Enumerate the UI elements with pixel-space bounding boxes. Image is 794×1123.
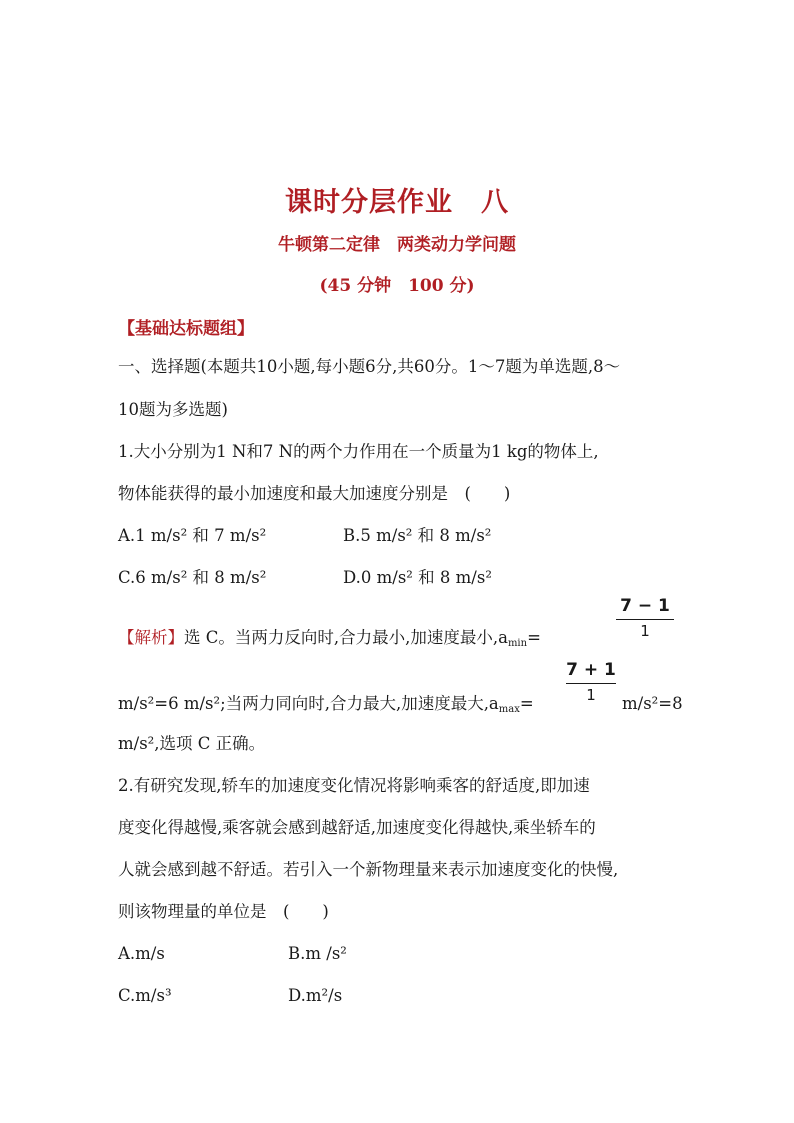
q2-option-c: C.m/s³ <box>118 986 172 1005</box>
q1-stem-line-2: 物体能获得的最小加速度和最大加速度分别是 ( ) <box>118 484 511 503</box>
fraction-max-denominator: 1 <box>586 686 596 704</box>
q1-stem-line-1: 1.大小分别为1 N和7 N的两个力作用在一个质量为1 kg的物体上, <box>118 442 599 461</box>
q2-option-b: B.m /s² <box>288 944 347 963</box>
time-score-info: (45 分钟 100 分) <box>319 276 475 296</box>
q2-option-a: A.m/s <box>118 944 165 963</box>
amin-subscript: min <box>507 638 528 649</box>
q1-analysis-line-2a <box>118 692 534 716</box>
fraction-min-denominator: 1 <box>640 622 650 640</box>
q1-option-d: D.0 m/s² 和 8 m/s² <box>343 568 492 587</box>
section-intro-line-2: 10题为多选题) <box>118 400 228 419</box>
q2-stem-line-1: 2.有研究发现,轿车的加速度变化情况将影响乘客的舒适度,即加速 <box>118 776 590 795</box>
fraction-min <box>616 596 674 640</box>
q1-option-a: A.1 m/s² 和 7 m/s² <box>118 526 267 545</box>
analysis-text-1: 选 C。当两力反向时,合力最小,加速度最小,a <box>184 628 508 647</box>
page-title: 课时分层作业 八 <box>285 187 509 218</box>
section-intro-line-1: 一、选择题(本题共10小题,每小题6分,共60分。1～7题为单选题,8～ <box>118 357 621 376</box>
equals-sign-2: = <box>519 694 534 713</box>
fraction-min-numerator: 7 − 1 <box>620 596 670 616</box>
q1-analysis-line-1 <box>118 626 541 650</box>
q2-stem-line-3: 人就会感到越不舒适。若引入一个新物理量来表示加速度变化的快慢, <box>118 860 619 879</box>
q1-option-b: B.5 m/s² 和 8 m/s² <box>343 526 492 545</box>
q1-analysis-line-2b: m/s²=8 <box>622 694 683 713</box>
page-subtitle: 牛顿第二定律 两类动力学问题 <box>278 235 516 255</box>
q2-stem-line-4: 则该物理量的单位是 ( ) <box>118 902 329 921</box>
fraction-max-numerator: 7 + 1 <box>566 660 616 680</box>
q2-stem-line-2: 度变化得越慢,乘客就会感到越舒适,加速度变化得越快,乘坐轿车的 <box>118 818 596 837</box>
analysis-text-2: m/s²=6 m/s²;当两力同向时,合力最大,加速度最大,a <box>118 694 499 713</box>
group-label: 【基础达标题组】 <box>118 319 254 339</box>
q2-option-d: D.m²/s <box>288 986 343 1005</box>
q1-analysis-line-3: m/s²,选项 C 正确。 <box>118 734 266 753</box>
fraction-max <box>566 660 616 704</box>
equals-sign: = <box>527 628 541 647</box>
q1-option-c: C.6 m/s² 和 8 m/s² <box>118 568 267 587</box>
amax-subscript: max <box>498 704 520 715</box>
analysis-label: 【解析】 <box>118 628 184 647</box>
